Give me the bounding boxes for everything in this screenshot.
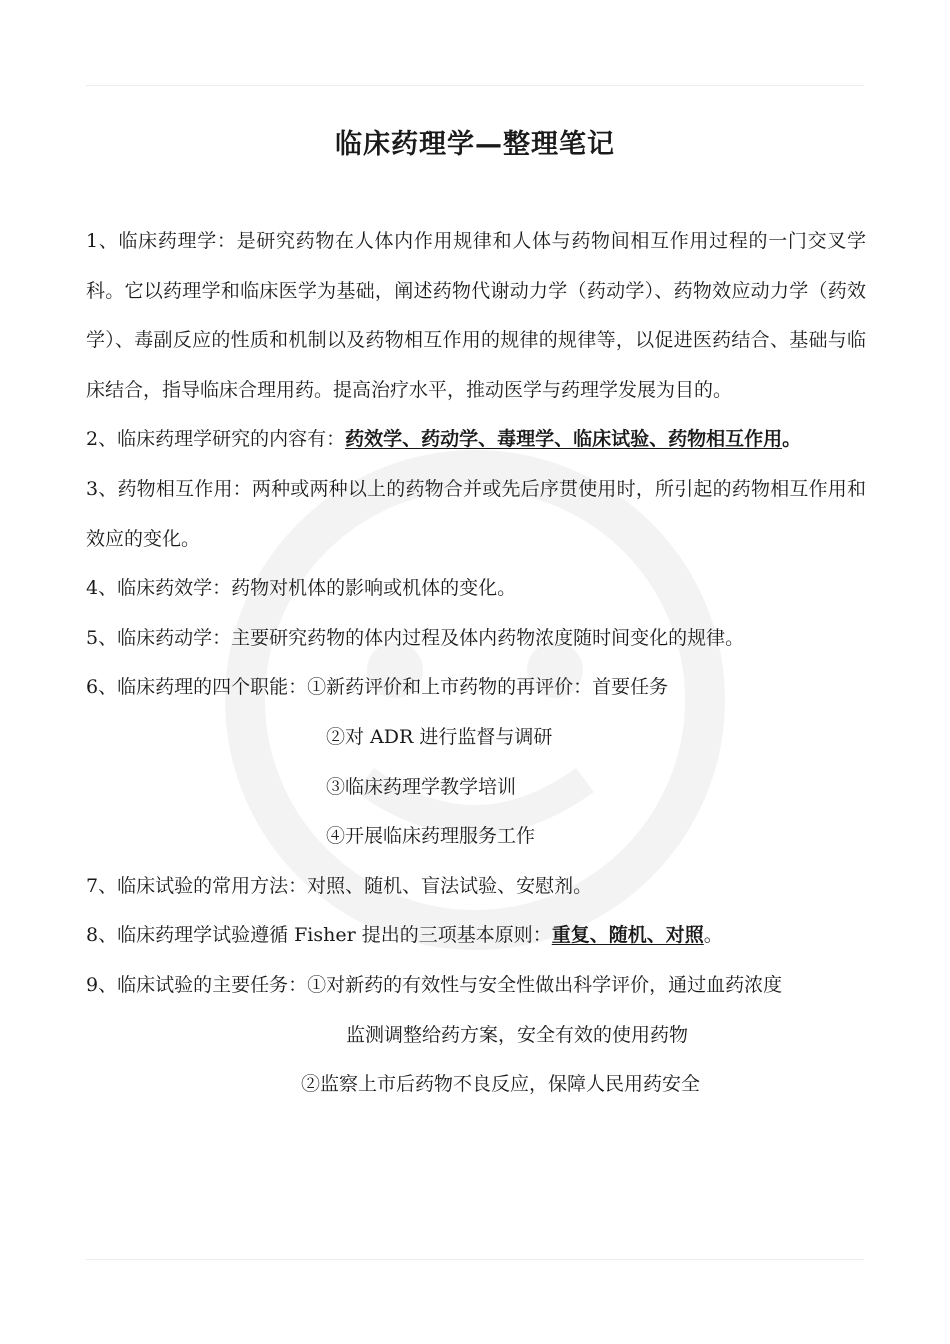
note-item-3: 3、药物相互作用：两种或两种以上的药物合并或先后序贯使用时，所引起的药物相互作用和效应的变化。 <box>86 477 866 550</box>
note-item-9-lead: 9、临床试验的主要任务：①对新药的有效性与安全性做出科学评价，通过血药浓度 <box>86 973 783 996</box>
note-item-2-prefix: 2、临床药理学研究的内容有： <box>86 428 346 451</box>
note-item-9-sub: ②监察上市后药物不良反应，保障人民用药安全 <box>301 1073 701 1096</box>
notes-body <box>86 217 866 1110</box>
note-item-6-lead: 6、临床药理的四个职能：①新药评价和上市药物的再评价：首要任务 <box>86 676 669 699</box>
note-item-6-sub: ④开展临床药理服务工作 <box>326 825 536 848</box>
note-item-2-emphasis: 药效学、药动学、毒理学、临床试验、药物相互作用 <box>345 428 783 451</box>
note-item-2-suffix: 。 <box>782 428 802 451</box>
note-item-9-cont: 监测调整给药方案，安全有效的使用药物 <box>346 1023 689 1046</box>
page-title: 临床药理学—整理笔记 <box>335 129 615 160</box>
note-item-6-sub: ③临床药理学教学培训 <box>326 775 517 798</box>
note-item-5: 5、临床药动学：主要研究药物的体内过程及体内药物浓度随时间变化的规律。 <box>86 626 745 649</box>
note-item-4: 4、临床药效学：药物对机体的影响或机体的变化。 <box>86 577 517 600</box>
note-item-1: 1、临床药理学：是研究药物在人体内作用规律和人体与药物间相互作用过程的一门交叉学科。它以药理学和临床医学为基础，阐述药物代谢动力学（药动学）、药物效应动力学（药效学）、毒副反应的性质和机制以及药物相互作用的规律的规律等，以促进医药结合、基础与临床结合，指导临床合理用药。提高治疗水平，推动医学与药理学发展为目的。 <box>86 230 866 401</box>
note-item-8-emphasis: 重复、随机、对照 <box>551 924 704 947</box>
note-item-8 <box>86 911 866 961</box>
note-item-6-sub: ②对 ADR 进行监督与调研 <box>326 725 553 748</box>
note-item-9 <box>86 961 866 1110</box>
note-item-7: 7、临床试验的常用方法：对照、随机、盲法试验、安慰剂。 <box>86 874 593 897</box>
header-rule <box>86 85 864 86</box>
note-item-2 <box>86 415 866 465</box>
note-item-8-suffix: 。 <box>703 924 723 947</box>
note-item-6 <box>86 663 866 861</box>
footer-rule <box>86 1259 864 1260</box>
note-item-8-prefix: 8、临床药理学试验遵循 Fisher 提出的三项基本原则： <box>86 924 552 947</box>
